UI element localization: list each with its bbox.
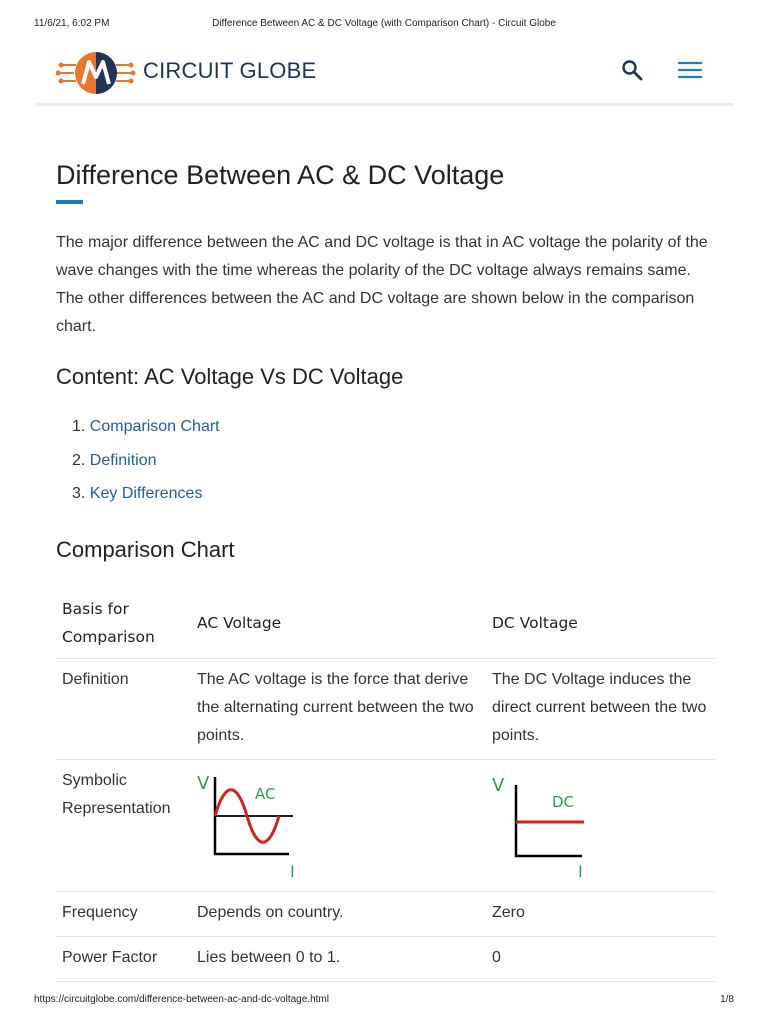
table-row <box>56 659 715 760</box>
dc-x-axis-label: I <box>578 862 583 881</box>
cell-dc: Zero <box>486 892 715 937</box>
content-heading: Content: AC Voltage Vs DC Voltage <box>56 364 404 389</box>
cell-dc-graph <box>486 760 715 892</box>
cell-ac: Depends on country. <box>191 892 486 937</box>
cell-basis: Definition <box>56 659 191 760</box>
dc-y-axis-label: V <box>492 775 505 796</box>
print-page-number: 1/8 <box>720 994 734 1005</box>
site-header <box>36 44 734 106</box>
cell-ac: Lies between 0 to 1. <box>191 937 486 982</box>
toc-link-comparison-chart[interactable]: Comparison Chart <box>89 418 220 435</box>
ac-x-axis-label: I <box>290 862 295 881</box>
table-header-row <box>56 588 715 659</box>
cell-basis: Power Factor <box>56 937 191 982</box>
title-accent-bar <box>56 200 83 204</box>
comparison-table <box>56 588 715 982</box>
hamburger-menu-icon[interactable] <box>677 58 703 82</box>
dc-voltage-graph <box>492 769 592 881</box>
toc-number: 3. <box>72 485 86 502</box>
search-icon[interactable] <box>620 58 644 82</box>
circuit-globe-logo-icon[interactable] <box>56 50 136 96</box>
toc-number: 1. <box>72 418 86 435</box>
print-footer <box>34 994 734 1008</box>
cell-ac: The AC voltage is the force that derive the alternating current between the two points. <box>191 659 486 760</box>
intro-paragraph: The major difference between the AC and DC voltage is that in AC voltage the polarity of the wave changes with the time whereas the polarity of the DC voltage always remains same. The other differences between the AC and DC voltage are shown below in the comparison chart. <box>56 234 708 335</box>
page-title: Difference Between AC & DC Voltage <box>56 160 505 190</box>
toc-link-definition[interactable]: Definition <box>89 451 157 469</box>
dc-curve-label: DC <box>552 793 575 811</box>
toc-number: 2. <box>72 451 86 469</box>
ac-curve-label: AC <box>255 785 276 803</box>
print-url: https://circuitglobe.com/difference-between-ac-and-dc-voltage.html <box>34 994 329 1005</box>
table-row <box>56 937 715 982</box>
toc-link-key-differences[interactable]: Key Differences <box>89 485 203 502</box>
print-header <box>34 18 734 32</box>
print-page-title: Difference Between AC & DC Voltage (with Comparison Chart) - Circuit Globe <box>212 18 556 29</box>
table-of-contents <box>72 413 220 514</box>
cell-basis: Symbolic Representation <box>56 760 191 892</box>
cell-dc: 0 <box>486 937 715 982</box>
ac-voltage-graph <box>197 769 297 881</box>
cell-dc: The DC Voltage induces the direct current between the two points. <box>486 659 715 760</box>
comparison-chart-heading: Comparison Chart <box>56 537 235 562</box>
header-ac-voltage: AC Voltage <box>191 588 486 659</box>
header-basis: Basis for Comparison <box>56 588 191 659</box>
ac-y-axis-label: V <box>197 773 210 794</box>
header-dc-voltage: DC Voltage <box>486 588 715 659</box>
cell-basis: Frequency <box>56 892 191 937</box>
toc-item <box>72 413 220 447</box>
cell-ac-graph <box>191 760 486 892</box>
table-row <box>56 892 715 937</box>
site-brand[interactable]: CIRCUIT GLOBE <box>143 58 317 83</box>
toc-item <box>72 480 220 514</box>
print-datetime: 11/6/21, 6:02 PM <box>34 18 110 29</box>
toc-item <box>72 447 220 481</box>
table-row <box>56 760 715 892</box>
